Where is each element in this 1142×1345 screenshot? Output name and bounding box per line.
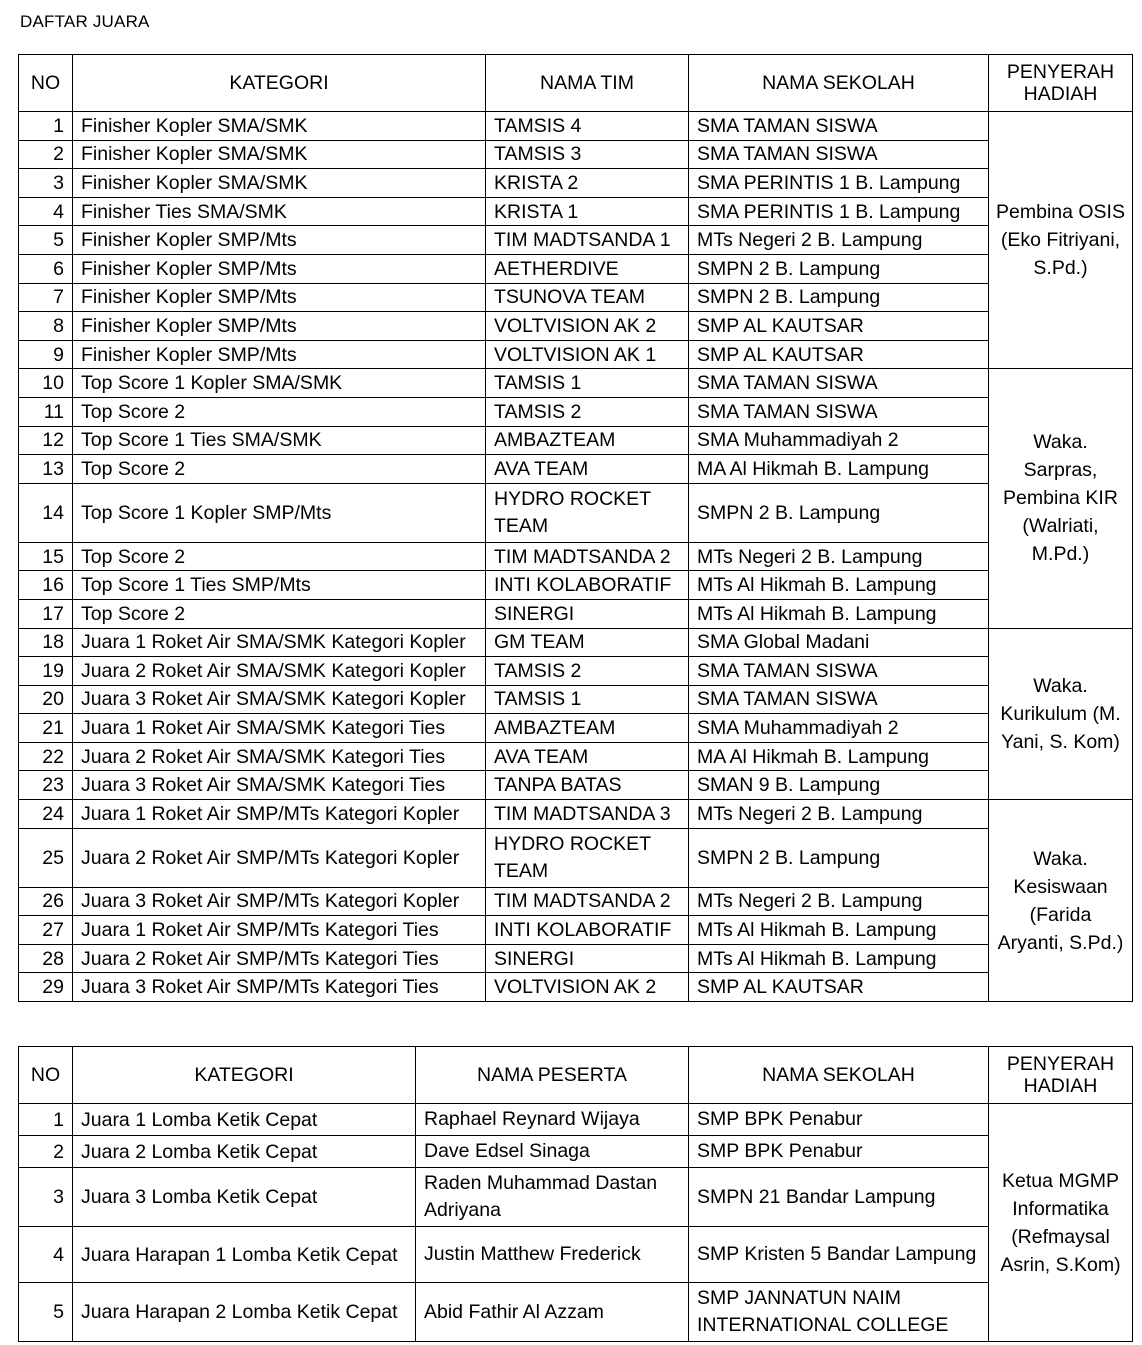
row-nama-sekolah: MTs Negeri 2 B. Lampung — [689, 542, 989, 571]
row-nama-sekolah: SMAN 9 B. Lampung — [689, 771, 989, 800]
row-nama-tim: AMBAZTEAM — [486, 714, 689, 743]
row-no: 23 — [19, 771, 73, 800]
row-kategori: Juara 3 Roket Air SMP/MTs Kategori Kopler — [73, 887, 486, 916]
row-nama-tim: INTI KOLABORATIF — [486, 571, 689, 600]
row-nama-sekolah: SMA Global Madani — [689, 628, 989, 657]
row-kategori: Top Score 2 — [73, 455, 486, 484]
row-nama-sekolah: SMA TAMAN SISWA — [689, 112, 989, 141]
row-kategori: Juara Harapan 1 Lomba Ketik Cepat — [73, 1227, 416, 1283]
table-row — [19, 685, 1133, 714]
row-nama-tim: TAMSIS 2 — [486, 657, 689, 686]
table-row — [19, 800, 1133, 829]
row-nama-sekolah: SMPN 2 B. Lampung — [689, 254, 989, 283]
header-penyerah-hadiah: PENYERAH HADIAH — [989, 55, 1133, 112]
row-kategori: Juara 3 Lomba Ketik Cepat — [73, 1168, 416, 1227]
header-kategori: KATEGORI — [73, 55, 486, 112]
row-nama-peserta: Raden Muhammad Dastan Adriyana — [416, 1168, 689, 1227]
penyerah-hadiah-cell: Ketua MGMP Informatika (Refmaysal Asrin, S.Kom) — [989, 1104, 1133, 1342]
penyerah-hadiah-cell: Waka. Kesiswaan (Farida Aryanti, S.Pd.) — [989, 800, 1133, 1002]
row-nama-tim: TIM MADTSANDA 2 — [486, 887, 689, 916]
row-nama-sekolah: SMP AL KAUTSAR — [689, 973, 989, 1002]
row-nama-tim: TAMSIS 3 — [486, 140, 689, 169]
row-nama-tim: TAMSIS 1 — [486, 369, 689, 398]
table-row — [19, 1227, 1133, 1283]
winners-table-typing — [18, 1046, 1133, 1342]
row-nama-sekolah: MTs Negeri 2 B. Lampung — [689, 226, 989, 255]
header-kategori: KATEGORI — [73, 1047, 416, 1104]
row-nama-tim: KRISTA 1 — [486, 197, 689, 226]
row-kategori: Finisher Kopler SMP/Mts — [73, 283, 486, 312]
row-nama-sekolah: MA Al Hikmah B. Lampung — [689, 742, 989, 771]
row-kategori: Top Score 2 — [73, 599, 486, 628]
row-nama-sekolah: SMP BPK Penabur — [689, 1104, 989, 1136]
penyerah-hadiah-cell: Waka. Sarpras, Pembina KIR (Walriati, M.Pd.) — [989, 369, 1133, 628]
row-nama-tim: TAMSIS 2 — [486, 397, 689, 426]
row-no: 3 — [19, 1168, 73, 1227]
row-kategori: Juara 1 Roket Air SMP/MTs Kategori Ties — [73, 916, 486, 945]
row-nama-tim: TIM MADTSANDA 2 — [486, 542, 689, 571]
row-nama-sekolah: SMPN 2 B. Lampung — [689, 483, 989, 542]
row-kategori: Juara 2 Lomba Ketik Cepat — [73, 1136, 416, 1168]
row-no: 14 — [19, 483, 73, 542]
row-nama-tim: HYDRO ROCKET TEAM — [486, 483, 689, 542]
row-nama-sekolah: MTs Al Hikmah B. Lampung — [689, 916, 989, 945]
row-no: 20 — [19, 685, 73, 714]
row-no: 1 — [19, 112, 73, 141]
row-no: 19 — [19, 657, 73, 686]
row-no: 17 — [19, 599, 73, 628]
row-no: 25 — [19, 828, 73, 887]
row-nama-tim: TAMSIS 1 — [486, 685, 689, 714]
row-nama-sekolah: SMP AL KAUTSAR — [689, 340, 989, 369]
row-no: 26 — [19, 887, 73, 916]
row-kategori: Top Score 1 Kopler SMA/SMK — [73, 369, 486, 398]
row-nama-sekolah: SMA TAMAN SISWA — [689, 369, 989, 398]
row-nama-sekolah: MTs Al Hikmah B. Lampung — [689, 599, 989, 628]
row-nama-sekolah: MTs Negeri 2 B. Lampung — [689, 887, 989, 916]
table-row — [19, 828, 1133, 887]
row-nama-tim: TAMSIS 4 — [486, 112, 689, 141]
header-nama-sekolah: NAMA SEKOLAH — [689, 55, 989, 112]
row-nama-sekolah: SMP Kristen 5 Bandar Lampung — [689, 1227, 989, 1283]
table-row — [19, 369, 1133, 398]
table-row — [19, 1136, 1133, 1168]
row-nama-peserta: Raphael Reynard Wijaya — [416, 1104, 689, 1136]
table-row — [19, 1283, 1133, 1342]
row-nama-tim: KRISTA 2 — [486, 169, 689, 198]
row-kategori: Top Score 1 Ties SMA/SMK — [73, 426, 486, 455]
row-nama-tim: TSUNOVA TEAM — [486, 283, 689, 312]
row-no: 21 — [19, 714, 73, 743]
row-no: 13 — [19, 455, 73, 484]
row-nama-tim: VOLTVISION AK 1 — [486, 340, 689, 369]
table-row — [19, 1168, 1133, 1227]
row-nama-sekolah: MTs Negeri 2 B. Lampung — [689, 800, 989, 829]
row-no: 9 — [19, 340, 73, 369]
table-row — [19, 340, 1133, 369]
row-nama-sekolah: SMA TAMAN SISWA — [689, 140, 989, 169]
table-row — [19, 771, 1133, 800]
table-row — [19, 1104, 1133, 1136]
row-nama-peserta: Abid Fathir Al Azzam — [416, 1283, 689, 1342]
row-kategori: Juara 3 Roket Air SMP/MTs Kategori Ties — [73, 973, 486, 1002]
row-kategori: Finisher Kopler SMA/SMK — [73, 140, 486, 169]
table-row — [19, 916, 1133, 945]
header-nama-tim: NAMA TIM — [486, 55, 689, 112]
row-nama-tim: AETHERDIVE — [486, 254, 689, 283]
row-nama-peserta: Dave Edsel Sinaga — [416, 1136, 689, 1168]
row-no: 18 — [19, 628, 73, 657]
row-no: 4 — [19, 197, 73, 226]
row-no: 2 — [19, 1136, 73, 1168]
row-kategori: Finisher Kopler SMP/Mts — [73, 340, 486, 369]
row-kategori: Juara 2 Roket Air SMA/SMK Kategori Kopler — [73, 657, 486, 686]
row-nama-sekolah: SMPN 21 Bandar Lampung — [689, 1168, 989, 1227]
row-nama-tim: TIM MADTSANDA 1 — [486, 226, 689, 255]
row-no: 16 — [19, 571, 73, 600]
row-kategori: Juara 2 Roket Air SMP/MTs Kategori Ties — [73, 944, 486, 973]
table-header-row — [19, 55, 1133, 112]
row-kategori: Top Score 1 Ties SMP/Mts — [73, 571, 486, 600]
row-nama-peserta: Justin Matthew Frederick — [416, 1227, 689, 1283]
row-nama-sekolah: SMPN 2 B. Lampung — [689, 828, 989, 887]
penyerah-hadiah-cell: Waka. Kurikulum (M. Yani, S. Kom) — [989, 628, 1133, 800]
row-no: 3 — [19, 169, 73, 198]
row-no: 24 — [19, 800, 73, 829]
row-nama-tim: AVA TEAM — [486, 742, 689, 771]
row-nama-sekolah: MTs Al Hikmah B. Lampung — [689, 944, 989, 973]
row-nama-sekolah: SMA TAMAN SISWA — [689, 657, 989, 686]
row-nama-tim: SINERGI — [486, 599, 689, 628]
header-nama-peserta: NAMA PESERTA — [416, 1047, 689, 1104]
table-row — [19, 226, 1133, 255]
table-row — [19, 283, 1133, 312]
row-no: 7 — [19, 283, 73, 312]
table-row — [19, 742, 1133, 771]
header-no: NO — [19, 55, 73, 112]
penyerah-hadiah-cell: Pembina OSIS (Eko Fitriyani, S.Pd.) — [989, 112, 1133, 369]
document-title: DAFTAR JUARA — [20, 12, 150, 31]
row-no: 22 — [19, 742, 73, 771]
table-row — [19, 542, 1133, 571]
table-row — [19, 973, 1133, 1002]
row-nama-tim: INTI KOLABORATIF — [486, 916, 689, 945]
row-nama-sekolah: SMP AL KAUTSAR — [689, 312, 989, 341]
table-header-row — [19, 1047, 1133, 1104]
row-no: 28 — [19, 944, 73, 973]
row-kategori: Juara 1 Roket Air SMA/SMK Kategori Kopler — [73, 628, 486, 657]
row-kategori: Finisher Kopler SMP/Mts — [73, 254, 486, 283]
table-row — [19, 714, 1133, 743]
row-kategori: Juara 2 Roket Air SMP/MTs Kategori Kopler — [73, 828, 486, 887]
row-kategori: Top Score 1 Kopler SMP/Mts — [73, 483, 486, 542]
row-nama-tim: AMBAZTEAM — [486, 426, 689, 455]
header-nama-sekolah: NAMA SEKOLAH — [689, 1047, 989, 1104]
table-row — [19, 254, 1133, 283]
row-nama-sekolah: SMP BPK Penabur — [689, 1136, 989, 1168]
row-nama-sekolah: SMA Muhammadiyah 2 — [689, 714, 989, 743]
row-kategori: Juara 2 Roket Air SMA/SMK Kategori Ties — [73, 742, 486, 771]
row-nama-tim: GM TEAM — [486, 628, 689, 657]
row-kategori: Top Score 2 — [73, 397, 486, 426]
table-row — [19, 657, 1133, 686]
table-row — [19, 571, 1133, 600]
row-no: 5 — [19, 226, 73, 255]
row-nama-tim: SINERGI — [486, 944, 689, 973]
table-row — [19, 944, 1133, 973]
table-row — [19, 455, 1133, 484]
row-kategori: Juara 1 Roket Air SMA/SMK Kategori Ties — [73, 714, 486, 743]
row-nama-sekolah: SMA PERINTIS 1 B. Lampung — [689, 169, 989, 198]
row-nama-sekolah: SMA TAMAN SISWA — [689, 685, 989, 714]
row-nama-tim: TIM MADTSANDA 3 — [486, 800, 689, 829]
row-no: 15 — [19, 542, 73, 571]
table-row — [19, 140, 1133, 169]
row-nama-sekolah: SMA Muhammadiyah 2 — [689, 426, 989, 455]
row-no: 8 — [19, 312, 73, 341]
row-kategori: Finisher Kopler SMA/SMK — [73, 112, 486, 141]
winners-table-team — [18, 54, 1133, 1002]
row-nama-sekolah: SMP JANNATUN NAIM INTERNATIONAL COLLEGE — [689, 1283, 989, 1342]
row-no: 12 — [19, 426, 73, 455]
row-nama-sekolah: MA Al Hikmah B. Lampung — [689, 455, 989, 484]
table-row — [19, 169, 1133, 198]
row-kategori: Juara Harapan 2 Lomba Ketik Cepat — [73, 1283, 416, 1342]
row-kategori: Finisher Kopler SMA/SMK — [73, 169, 486, 198]
row-kategori: Juara 3 Roket Air SMA/SMK Kategori Ties — [73, 771, 486, 800]
row-nama-tim: VOLTVISION AK 2 — [486, 973, 689, 1002]
row-kategori: Finisher Ties SMA/SMK — [73, 197, 486, 226]
row-no: 4 — [19, 1227, 73, 1283]
row-no: 5 — [19, 1283, 73, 1342]
table-row — [19, 483, 1133, 542]
row-nama-sekolah: SMPN 2 B. Lampung — [689, 283, 989, 312]
row-kategori: Juara 3 Roket Air SMA/SMK Kategori Kopler — [73, 685, 486, 714]
row-kategori: Finisher Kopler SMP/Mts — [73, 226, 486, 255]
row-no: 29 — [19, 973, 73, 1002]
row-nama-tim: TANPA BATAS — [486, 771, 689, 800]
row-no: 27 — [19, 916, 73, 945]
table-row — [19, 197, 1133, 226]
table-row — [19, 397, 1133, 426]
table-row — [19, 628, 1133, 657]
row-kategori: Juara 1 Roket Air SMP/MTs Kategori Kopler — [73, 800, 486, 829]
row-nama-sekolah: MTs Al Hikmah B. Lampung — [689, 571, 989, 600]
row-no: 6 — [19, 254, 73, 283]
row-nama-tim: HYDRO ROCKET TEAM — [486, 828, 689, 887]
header-penyerah-hadiah: PENYERAH HADIAH — [989, 1047, 1133, 1104]
row-nama-sekolah: SMA PERINTIS 1 B. Lampung — [689, 197, 989, 226]
table-row — [19, 426, 1133, 455]
row-kategori: Top Score 2 — [73, 542, 486, 571]
row-nama-tim: VOLTVISION AK 2 — [486, 312, 689, 341]
row-no: 2 — [19, 140, 73, 169]
row-kategori: Finisher Kopler SMP/Mts — [73, 312, 486, 341]
header-no: NO — [19, 1047, 73, 1104]
table-row — [19, 887, 1133, 916]
table-row — [19, 112, 1133, 141]
row-nama-sekolah: SMA TAMAN SISWA — [689, 397, 989, 426]
row-nama-tim: AVA TEAM — [486, 455, 689, 484]
row-no: 10 — [19, 369, 73, 398]
row-kategori: Juara 1 Lomba Ketik Cepat — [73, 1104, 416, 1136]
table-row — [19, 312, 1133, 341]
table-row — [19, 599, 1133, 628]
row-no: 11 — [19, 397, 73, 426]
row-no: 1 — [19, 1104, 73, 1136]
